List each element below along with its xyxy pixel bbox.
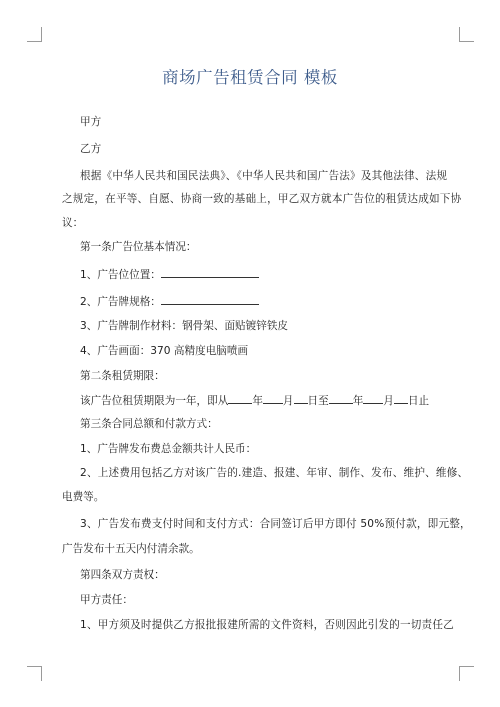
day-blank: [294, 392, 308, 404]
day-label: 日止: [407, 395, 430, 407]
article-2-period: [80, 392, 442, 409]
preamble-line-2: 之规定，在平等、自愿、协商一致的基础上，甲乙双方就本广告位的租赁达成如下协: [62, 193, 462, 205]
article-1-item-3: 3、广告牌制作材料：钢骨架、面贴镀锌铁皮: [80, 320, 289, 332]
article-1-item-1: [80, 266, 442, 283]
document-title: 商场广告租赁合同 模板: [162, 68, 338, 87]
article-1-heading: 第一条广告位基本情况：: [80, 241, 197, 253]
period-text: 该广告位租赁期限为一年，即从: [80, 395, 229, 407]
day-blank: [394, 392, 408, 404]
crop-mark-bottom-right: [459, 666, 474, 681]
article-3-item-3-line-2: 广告发布十五天内付清余款。: [62, 543, 200, 555]
crop-mark-bottom-left: [27, 666, 42, 681]
year-label: 年: [252, 395, 263, 407]
crop-mark-top-right: [459, 27, 474, 42]
preamble-line-1: 根据《中华人民共和国民法典》、《中华人民共和国广告法》及其他法律、法规: [80, 170, 448, 182]
crop-mark-top-left: [27, 27, 42, 42]
article-4-heading: 第四条双方责权：: [80, 569, 165, 581]
month-label: 月: [282, 395, 294, 407]
year-blank: [228, 392, 252, 404]
article-3-item-2-line-1: 2、上述费用包括乙方对该广告的.建造、报建、年审、制作、发布、维护、维修、: [80, 467, 469, 479]
article-1-item-2: [80, 293, 442, 310]
article-3-item-3-line-1: 3、广告发布费支付时间和支付方式：合同签订后甲方即付 50%预付款，即元整，: [80, 518, 471, 530]
article-3-item-2-line-2: 电费等。: [62, 491, 105, 503]
day-label: 日至: [307, 395, 329, 407]
year-blank: [329, 392, 353, 404]
preamble-line-3: 议：: [62, 217, 84, 229]
size-blank: [161, 293, 259, 305]
month-label: 月: [383, 395, 394, 407]
location-blank: [161, 266, 259, 278]
party-a-responsibilities-heading: 甲方责任：: [80, 594, 133, 606]
item-label: 2、广告牌规格：: [80, 296, 161, 308]
item-label: 1、广告位位置：: [80, 269, 161, 281]
party-b-label: 乙方: [80, 143, 102, 155]
article-1-item-4: 4、广告画面：370 高精度电脑喷画: [80, 345, 249, 357]
article-3-heading: 第三条合同总额和付款方式：: [80, 418, 218, 430]
party-a-label: 甲方: [80, 116, 102, 128]
article-4-item-1: 1、甲方须及时提供乙方报批报建所需的文件资料，否则因此引发的一切责任乙: [80, 619, 454, 631]
month-blank: [263, 392, 283, 404]
article-3-item-1: 1、广告牌发布费总金额共计人民币：: [80, 443, 257, 455]
year-label: 年: [352, 395, 364, 407]
article-2-heading: 第二条租赁期限：: [80, 370, 165, 382]
month-blank: [363, 392, 383, 404]
